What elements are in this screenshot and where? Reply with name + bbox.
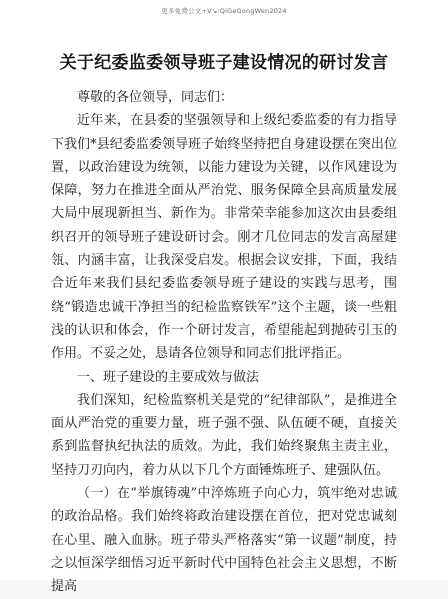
document-body — [51, 86, 397, 599]
paragraph-3: （一）在“举旗铸魂”中淬炼班子向心力，筑牢绝对忠诚的政治品格。我们始终将政治建设摆在首位，把对党忠诚刻在心里、融入血脉。班子带头严格落实“第一议题”制度，持之以恒深学细悟习近平新时代中国特色社会主义思想，不断提高 — [51, 486, 397, 595]
document-title: 关于纪委监委领导班子建设情况的研讨发言 — [59, 53, 389, 73]
watermark-text: 更多免费公文+V↘:QiGeGongWen2024 — [161, 7, 287, 15]
paragraph-2: 我们深知，纪检监察机关是党的“纪律部队”，是推进全面从严治党的重要力量，班子强不强、队伍硬不硬，直接关系到监督执纪执法的质效。为此，我们始终聚焦主责主业，坚持刀刃向内，着力从以下几个方面锤炼班子、建强队伍。 — [51, 392, 397, 478]
greeting: 尊敬的各位领导，同志们： — [77, 90, 234, 105]
section-heading-1: 一、班子建设的主要成效与做法 — [77, 369, 260, 385]
paragraph-1: 近年来，在县委的坚强领导和上级纪委监委的有力指导下我们*县纪委监委领导班子始终坚持把自身建设摆在突出位置，以政治建设为统领，以能力建设为关键，以作风建设为保障，努力在推进全面从严治党、服务保障全县高质量发展大局中展现新担当、新作为。非常荣幸能参加这次由县委组织召开的领导班子建设研讨会。刚才几位同志的发言高屋建瓴、内涵丰富，让我深受启发。根据会议安排，下面，我结合近年来我们县纪委监委领导班子建设的实践与思考，围绕“锻造忠诚干净担当的纪检监察铁军”这个主题，谈一些粗浅的认识和体会，作一个研讨发言，希望能起到抛砖引玉的作用。不妥之处，恳请各位领导和同志们批评指正。 — [51, 113, 397, 362]
